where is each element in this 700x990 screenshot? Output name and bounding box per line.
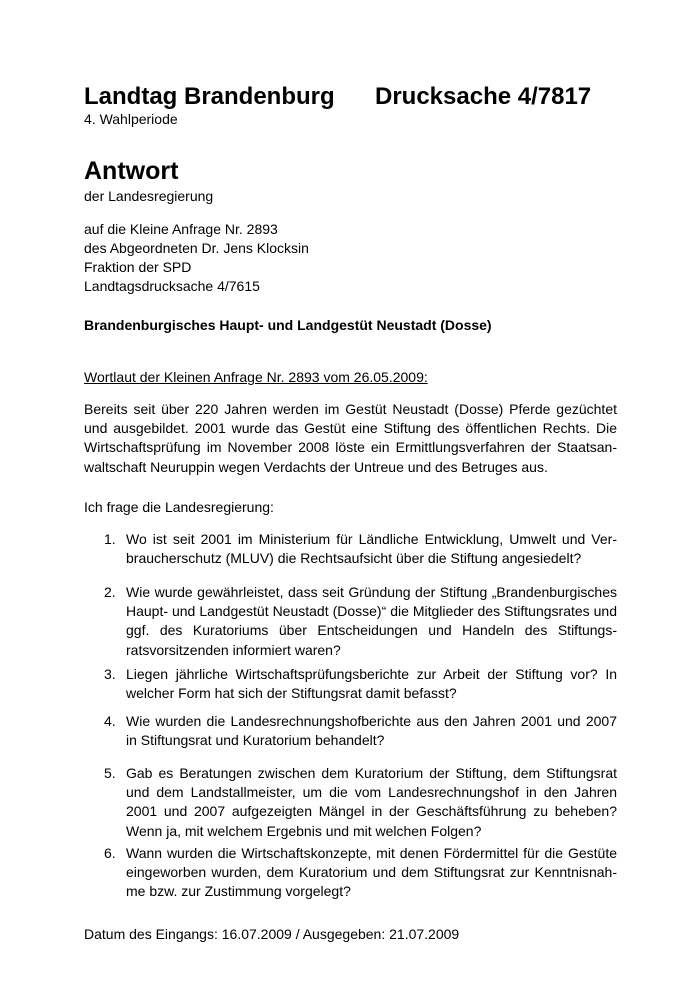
question-item <box>84 764 617 841</box>
reference-line: Landtagsdrucksache 4/7615 <box>84 278 260 294</box>
question-item <box>84 530 617 568</box>
question-number: 5. <box>104 765 116 781</box>
question-text: Wo ist seit 2001 im Ministerium für Ländliche Entwicklung, Umwelt und Verbraucherschutz (MLUV) die Rechtsaufsicht über die Stiftung angesiedelt? <box>126 531 617 567</box>
reference-block <box>84 220 309 296</box>
question-item <box>84 665 617 703</box>
question-text: Wann wurden die Wirtschaftskonzepte, mit denen Fördermittel für die Gestüte eingeworben wurden, dem Kuratorium und dem Stiftungsrat zur Kenntnisnahme bzw. zur Zustimmung vorgelegt? <box>126 845 617 900</box>
question-item <box>84 844 617 902</box>
question-item <box>84 583 617 660</box>
document-type: Antwort <box>84 157 179 185</box>
wortlaut-heading: Wortlaut der Kleinen Anfrage Nr. 2893 vom 26.05.2009: <box>84 369 428 385</box>
reference-line: auf die Kleine Anfrage Nr. 2893 <box>84 221 278 237</box>
footer-dates: Datum des Eingangs: 16.07.2009 / Ausgegeben: 21.07.2009 <box>84 926 460 942</box>
question-text: Wie wurden die Landesrechnungshofberichte aus den Jahren 2001 und 2007 in Stiftungsrat und Kuratorium behandelt? <box>126 713 617 749</box>
question-text: Wie wurde gewährleistet, dass seit Gründung der Stiftung „Brandenburgisches Haupt- und Landgestüt Neustadt (Dosse)“ die Mitglieder des Stiftungsrates und ggf. des Kuratoriums über Entscheidungen und Handeln des Stiftungsratsvorsitzenden informiert waren? <box>126 584 617 658</box>
question-number: 6. <box>104 845 116 861</box>
reference-line: des Abgeordneten Dr. Jens Klocksin <box>84 240 309 256</box>
question-text: Gab es Beratungen zwischen dem Kuratorium der Stiftung, dem Stiftungsrat und dem Landstallmeister, um die vom Landesrechnungshof in den Jahren 2001 und 2007 aufgezeigten Mängel in der Geschäftsführung zu beheben? Wenn ja, mit welchem Ergebnis und mit welchen Folgen? <box>126 765 617 839</box>
document-subtitle: der Landesregierung <box>84 188 214 204</box>
question-number: 2. <box>104 584 116 600</box>
question-lead: Ich frage die Landesregierung: <box>84 499 274 515</box>
drucksache-number: Drucksache 4/7817 <box>375 83 592 110</box>
question-text: Liegen jährliche Wirtschaftsprüfungsberichte zur Arbeit der Stiftung vor? In welcher Form hat sich der Stiftungsrat damit befasst? <box>126 666 617 702</box>
question-number: 1. <box>104 531 116 547</box>
question-number: 4. <box>104 713 116 729</box>
subject-heading: Brandenburgisches Haupt- und Landgestüt Neustadt (Dosse) <box>84 317 492 333</box>
question-number: 3. <box>104 666 116 682</box>
question-item <box>84 712 617 750</box>
reference-line: Fraktion der SPD <box>84 259 192 275</box>
landtag-title: Landtag Brandenburg <box>84 83 335 110</box>
intro-paragraph: Bereits seit über 220 Jahren werden im Gestüt Neustadt (Dosse) Pferde gezüchtet und ausgebildet. 2001 wurde das Gestüt eine Stiftung des öffentlichen Rechts. Die Wirtschaftsprüfung im November 2008 löste ein Ermittlungsverfahren der Staatsanwaltschaft Neuruppin wegen Verdachts der Untreue und des Betruges aus. <box>84 401 617 475</box>
wahlperiode: 4. Wahlperiode <box>84 111 178 127</box>
